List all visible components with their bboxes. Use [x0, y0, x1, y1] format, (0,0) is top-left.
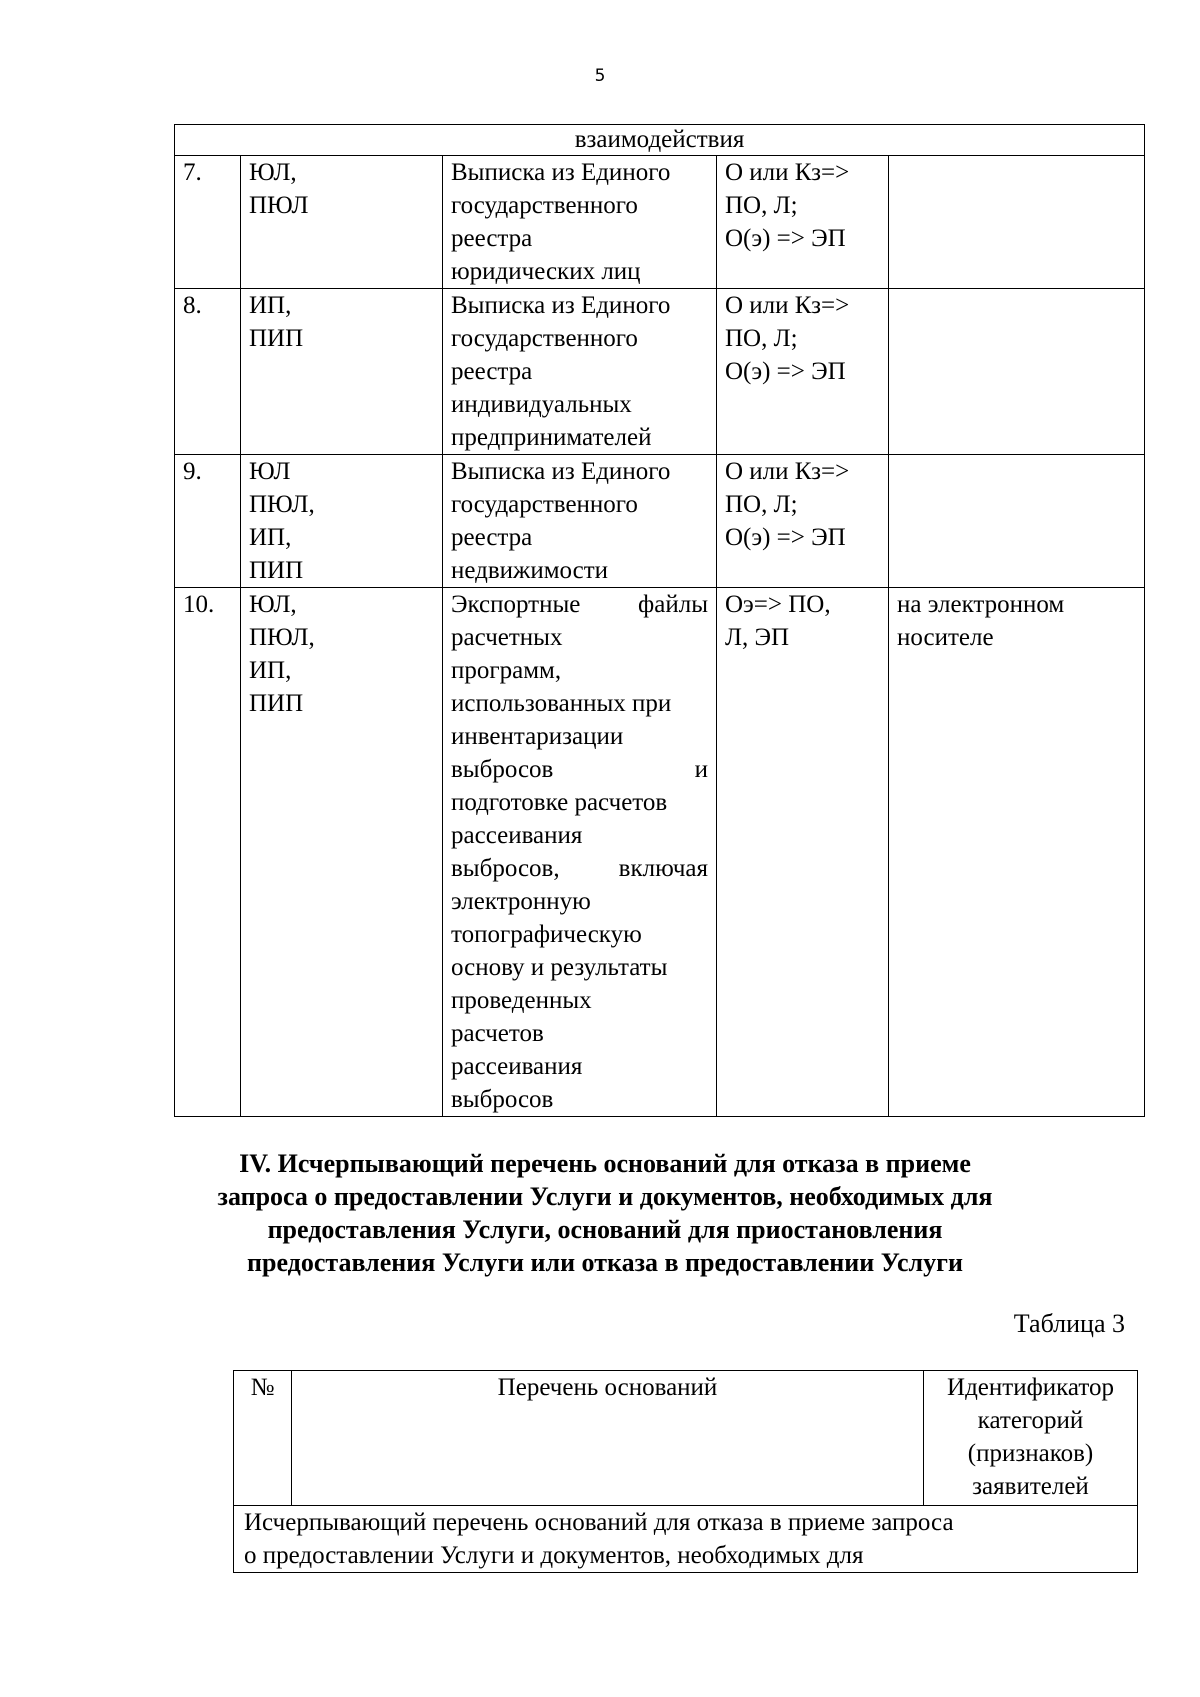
- form-line: ПО, Л;: [725, 325, 798, 352]
- document-line: расчетов: [451, 1020, 544, 1047]
- form-line: О или Кз=>: [725, 458, 850, 485]
- section-heading: [180, 1147, 1030, 1279]
- heading-line: предоставления Услуги, оснований для приостановления: [267, 1215, 943, 1244]
- table-row: [175, 289, 1145, 455]
- form-line: О(э) => ЭП: [725, 225, 846, 252]
- grounds-table: [233, 1370, 1138, 1573]
- section-row-cell: [234, 1506, 1138, 1573]
- form-line: О или Кз=>: [725, 292, 850, 319]
- note-cell: [889, 455, 1145, 588]
- document-line: инвентаризации: [451, 723, 624, 750]
- applicant-line: ПИП: [249, 557, 304, 584]
- document-line: топографическую: [451, 921, 642, 948]
- document-line: недвижимости: [451, 557, 609, 584]
- document-line: государственного: [451, 491, 638, 518]
- applicant-line: ЮЛ,: [249, 591, 297, 618]
- applicant-cell: [241, 588, 443, 1117]
- header-identifier-line: категорий: [977, 1407, 1084, 1434]
- document-line: использованных при: [451, 690, 672, 717]
- document-line: реестра: [451, 225, 533, 252]
- form-cell: [717, 588, 889, 1117]
- applicant-line: ЮЛ: [249, 458, 291, 485]
- document-line: электронную: [451, 888, 591, 915]
- header-identifier-line: заявителей: [972, 1473, 1089, 1500]
- page-number: 5: [594, 66, 606, 86]
- row-number: 8.: [175, 289, 241, 455]
- form-line: О(э) => ЭП: [725, 524, 846, 551]
- document-line: Выписка из Единого: [451, 292, 671, 319]
- header-identifier-line: (признаков): [967, 1440, 1094, 1467]
- document-line: Выписка из Единого: [451, 159, 671, 186]
- documents-table: [174, 124, 1145, 1117]
- form-line: О(э) => ЭП: [725, 358, 846, 385]
- applicant-line: ИП,: [249, 292, 292, 319]
- document-line: проведенных: [451, 987, 592, 1014]
- applicant-line: ПЮЛ: [249, 192, 309, 219]
- form-line: Оэ=> ПО,: [725, 591, 831, 618]
- header-num: №: [234, 1371, 292, 1506]
- applicant-line: ПЮЛ,: [249, 491, 315, 518]
- note-cell: [889, 289, 1145, 455]
- form-cell: [717, 289, 889, 455]
- table-row: [175, 156, 1145, 289]
- note-line: носителе: [897, 624, 994, 651]
- applicant-cell: [241, 289, 443, 455]
- applicant-line: ЮЛ,: [249, 159, 297, 186]
- row-number: 9.: [175, 455, 241, 588]
- form-line: ПО, Л;: [725, 491, 798, 518]
- form-cell: [717, 455, 889, 588]
- document-line: государственного: [451, 192, 638, 219]
- document-line: программ,: [451, 657, 562, 684]
- document-line: выбросов: [451, 1086, 554, 1113]
- heading-line: IV. Исчерпывающий перечень оснований для отказа в приеме: [239, 1149, 971, 1178]
- document-line: рассеивания: [451, 822, 583, 849]
- document-line: Выписка из Единого: [451, 458, 671, 485]
- applicant-line: ИП,: [249, 524, 292, 551]
- document-line: юридических лиц: [451, 258, 641, 285]
- row-number: 10.: [175, 588, 241, 1117]
- section-row-line: о предоставлении Услуги и документов, необходимых для: [244, 1542, 864, 1569]
- document-cell: [443, 289, 717, 455]
- heading-line: предоставления Услуги или отказа в предоставлении Услуги: [247, 1248, 963, 1277]
- document-cell: [443, 455, 717, 588]
- document-cell: [443, 588, 717, 1117]
- document-line: основу и результаты: [451, 954, 668, 981]
- header-identifier: [924, 1371, 1138, 1506]
- table-row: [175, 455, 1145, 588]
- section-row-line: Исчерпывающий перечень оснований для отказа в приеме запроса: [244, 1509, 954, 1536]
- note-cell: [889, 156, 1145, 289]
- heading-line: запроса о предоставлении Услуги и документов, необходимых для: [217, 1182, 993, 1211]
- header-identifier-line: Идентификатор: [947, 1374, 1114, 1401]
- document-line: предпринимателей: [451, 424, 652, 451]
- continuation-text: взаимодействия: [175, 125, 1145, 156]
- document-line: Экспортные файлы: [451, 591, 708, 618]
- form-cell: [717, 156, 889, 289]
- document-line: выбросов и: [451, 756, 708, 783]
- note-line: на электронном: [897, 591, 1065, 618]
- document-line: государственного: [451, 325, 638, 352]
- applicant-line: ИП,: [249, 657, 292, 684]
- row-number: 7.: [175, 156, 241, 289]
- form-line: ПО, Л;: [725, 192, 798, 219]
- applicant-cell: [241, 156, 443, 289]
- applicant-cell: [241, 455, 443, 588]
- document-line: выбросов, включая: [451, 855, 708, 882]
- table-header-row: [234, 1371, 1138, 1506]
- form-line: Л, ЭП: [725, 624, 790, 651]
- table-section-row: [234, 1506, 1138, 1573]
- document-cell: [443, 156, 717, 289]
- table-caption: Таблица 3: [1013, 1309, 1125, 1338]
- table-continuation-row: [175, 125, 1145, 156]
- document-line: подготовке расчетов: [451, 789, 668, 816]
- header-grounds: Перечень оснований: [292, 1371, 924, 1506]
- document-line: реестра: [451, 524, 533, 551]
- document-line: рассеивания: [451, 1053, 583, 1080]
- document-line: индивидуальных: [451, 391, 632, 418]
- document-line: расчетных: [451, 624, 563, 651]
- document-line: реестра: [451, 358, 533, 385]
- table-row: [175, 588, 1145, 1117]
- note-cell: [889, 588, 1145, 1117]
- applicant-line: ПИП: [249, 690, 304, 717]
- applicant-line: ПИП: [249, 325, 304, 352]
- applicant-line: ПЮЛ,: [249, 624, 315, 651]
- form-line: О или Кз=>: [725, 159, 850, 186]
